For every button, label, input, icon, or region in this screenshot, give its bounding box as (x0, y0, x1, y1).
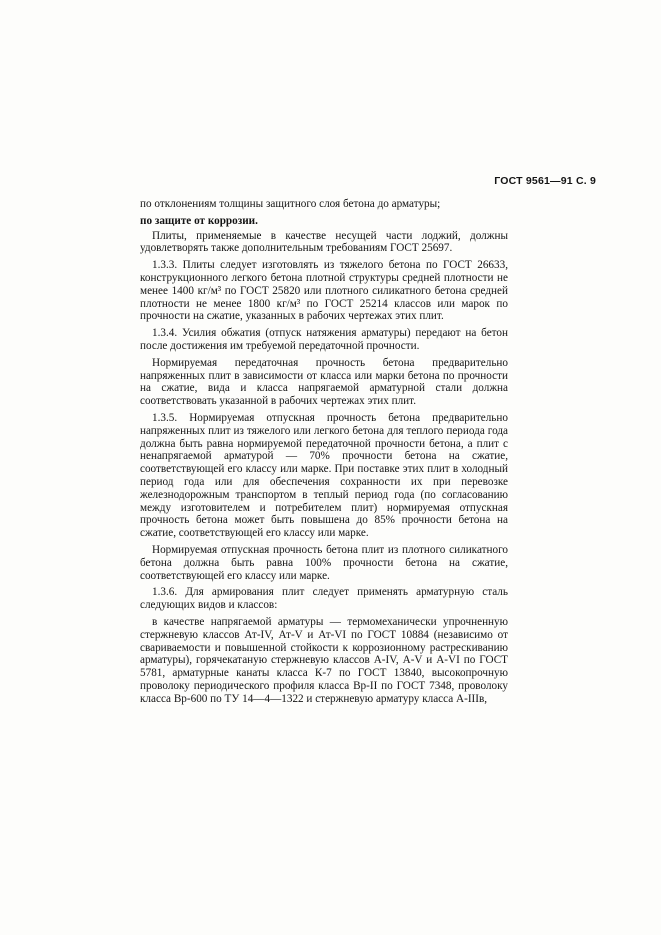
paragraph: 1.3.5. Нормируемая отпускная прочность бетона предварительно напряженных плит из тяжелого или легкого бетона для теплого периода года должна быть равна нормируемой передаточной прочности бетона, а плит с ненапрягаемой арматурой — 70% прочности бетона на сжатие, соответствующей его классу или марке. При поставке этих плит в холодный период года или для обеспечения сохранности их при перевозке железнодорожным транспортом в теплый период года (по согласованию между изготовителем и потребителем плит) нормируемая отпускная прочность бетона может быть повышена до 85% прочности бетона на сжатие, соответствующей его классу или марке. (140, 411, 508, 540)
paragraph: по отклонениям толщины защитного слоя бетона до арматуры; (140, 198, 441, 210)
paragraph: в качестве напрягаемой арматуры — термомеханически упрочненную стержневую классов Ат-IV, Ат-V и Ат-VI по ГОСТ 10884 (независимо от свариваемости и повышенной стойкости к коррозионному растрескиванию арматуры), горячекатаную стержневую классов А-IV, А-V и А-VI по ГОСТ 5781, арматурные канаты класса К-7 по ГОСТ 13840, высокопрочную проволоку периодического профиля класса Вр-II по ГОСТ 7348, проволоку класса Вр-600 по ТУ 14—4—1322 и стержневую арматуру класса А-IIIв, (140, 615, 508, 705)
paragraph: по защите от коррозии. (140, 214, 258, 227)
paragraph: Нормируемая передаточная прочность бетона предварительно напряженных плит в зависимости от класса или марки бетона по прочности на сжатие, вида и класса напрягаемой арматурной стали должна соответствовать указанной в рабочих чертежах этих плит. (140, 356, 508, 408)
paragraph: 1.3.6. Для армирования плит следует применять арматурную сталь следующих видов и классов: (140, 586, 508, 612)
paragraph: Нормируемая отпускная прочность бетона плит из плотного силикатного бетона должна быть равна 100% прочности бетона на сжатие, соответствующей его классу или марке. (140, 543, 508, 582)
paragraph: Плиты, применяемые в качестве несущей части лоджий, должны удовлетворять также дополнительным требованиям ГОСТ 25697. (140, 229, 508, 255)
paragraph: 1.3.3. Плиты следует изготовлять из тяжелого бетона по ГОСТ 26633, конструкционного легкого бетона плотной структуры средней плотности не менее 1400 кг/м³ по ГОСТ 25820 или плотного силикатного бетона средней плотности не менее 1800 кг/м³ по ГОСТ 25214 классов или марок по прочности на сжатие, указанных в рабочих чертежах этих плит. (140, 259, 508, 323)
body-text (140, 198, 508, 709)
page-header: ГОСТ 9561—91 С. 9 (494, 175, 596, 187)
paragraph: 1.3.4. Усилия обжатия (отпуск натяжения арматуры) передают на бетон после достижения им требуемой передаточной прочности. (140, 327, 508, 352)
